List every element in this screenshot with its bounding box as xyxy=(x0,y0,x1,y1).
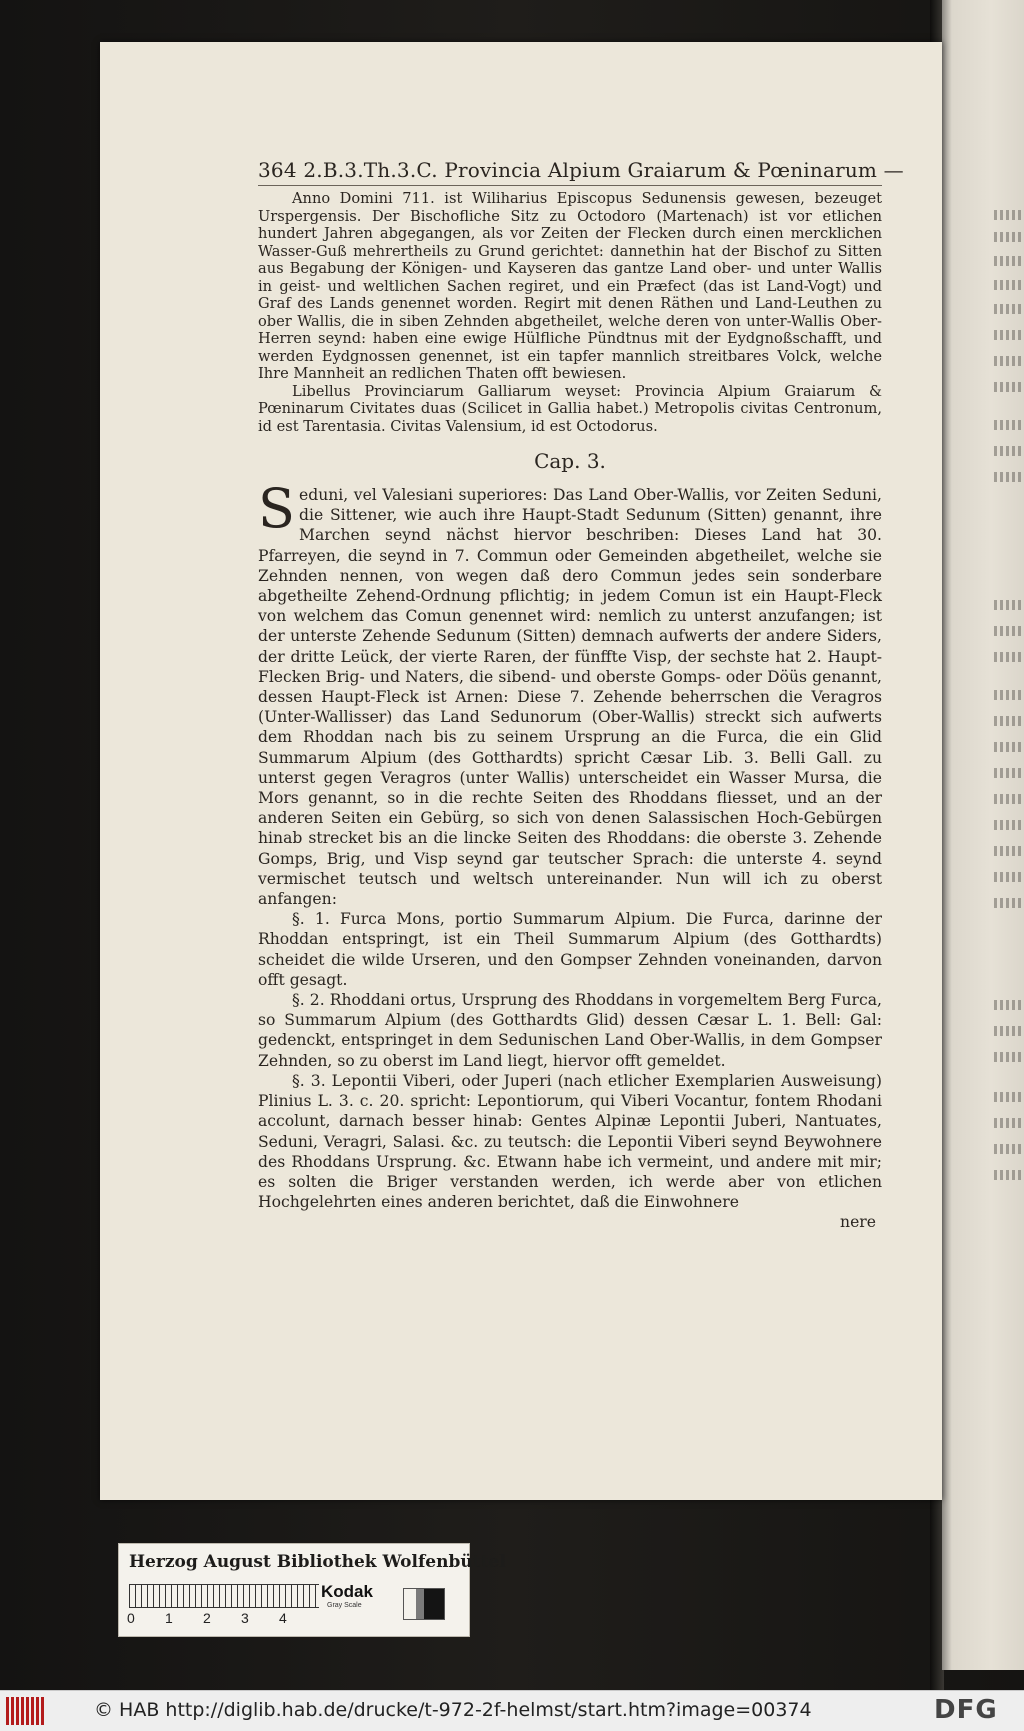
library-color-card xyxy=(118,1543,506,1637)
dfg-logo: DFG xyxy=(934,1695,998,1725)
paragraph-section-1: §. 1. Furca Mons, portio Summarum Alpium. Die Furca, darinne der Rhoddan entspringt, ist ein Theil Summarum Alpium (des Gotthardts) scheidet die wilde Urseren, und den Gompser Zehnden voneinanden, darvon offt gesagt. xyxy=(258,910,882,989)
chapter-heading: Cap. 3. xyxy=(534,449,606,473)
paragraph-seduni xyxy=(258,477,882,909)
footer-bar xyxy=(0,1690,1024,1731)
paragraph-seduni-text: eduni, vel Valesiani superiores: Das Land Ober-Wallis, vor Zeiten Seduni, die Sittener, wie auch ihre Haupt-Stadt Sedunum (Sitten) genannt, ihre Marchen seynd nächst hiervor beschriben: Dieses Land hat 30. Pfarreyen, die seynd in 7. Commun oder Gemeinden abgetheilet, welche sie Zehnden nennen, von wegen daß dero Commun jedes sein sonderbare abgetheilte Zehend-Ordnung pflichtig; in jedem Comun ist ein Haupt-Fleck von welchem das Comun genennet wird: nemlich zu unterst anzufangen; ist der unterste Zehende Sedunum (Sitten) demnach aufwerts der andere Siders, der dritte Leück, der vierte Raren, der fünffte Visp, der sechste hat 2. Haupt-Flecken Brig- und Naters, die sibend- und oberste Gomps- oder Döüs genannt, dessen Haupt-Fleck ist Arnen: Diese 7. Zehende beherrschen die Veragros (Unter-Wallisser) das Land Sedunorum (Ober-Wallis) streckt sich aufwerts dem Rhoddan nach bis zu seinem Ursprung an die Furca, die ein Glid Summarum Alpium (des Gotthardts) spricht Cæsar Lib. 3. Belli Gall. zu unterst gegen Veragros (unter Wallis) unterscheidet ein Wasser Mursa, die Mors genannt, so in die rechte Seiten des Rhoddans fliesset, und an der anderen Seiten ein Gebürg, so sich von denen Salassischen Hoch-Gebürgen hinab strecket bis an die lincke Seiten des Rhoddans: die oberste 3. Zehende Gomps, Brig, und Visp seynd gar teutscher Sprach: die unterste 4. seynd vermischet teutsch und weltsch untereinander. Nun will ich zu oberst anfangen: xyxy=(258,486,882,909)
gray-swatch xyxy=(403,1588,445,1620)
paragraph-section-3: §. 3. Lepontii Viberi, oder Juperi (nach etlicher Exemplarien Ausweisung) Plinius L. 3. c. 20. spricht: Lepontiorum, qui Viberi Vocantur, fontem Rhodani accolunt, darnach besser hinab: Gentes Alpinæ Lepontii Juberi, Nantuates, Seduni, Veragri, Salasi. &c. zu teutsch: die Lepontii Viberi seynd Beywohnere des Rhoddans Ursprung. &c. Etwann habe ich vermeint, und andere mit mir; es solten die Briger verstanden werden, ich werde aber von etlichen Hochgelehrten eines anderen berichtet, daß die Einwohnere xyxy=(258,1071,882,1212)
scale-number: 1 xyxy=(165,1610,173,1626)
scale-number: 2 xyxy=(203,1610,211,1626)
paragraph-section-2: §. 2. Rhoddani ortus, Ursprung des Rhoddans in vorgemeltem Berg Furca, so Summarum Alpium (des Gotthardts Glid) dessen Cæsar L. 1. Bell: Gal: gedenckt, entspringet in dem Sedunischen Land Ober-Wallis, in dem Gompser Zehnden, so zu oberst im Land liegt, hiervor offt gemeldet. xyxy=(258,991,882,1070)
catchword: nere xyxy=(840,1213,876,1232)
paragraph-anno-domini: Anno Domini 711. ist Wiliharius Episcopus Sedunensis gewesen, bezeuget Urspergensis. Der Bischofliche Sitz zu Octodoro (Martenach) ist vor etlichen hundert Jahren abgegangen, als vor Zeiten der Flecken durch einen mercklichen Wasser-Guß mehrertheils zu Grund gerichtet: dannethin hat der Bischof zu Sitten aus Begabung der Königen- und Kayseren das gantze Land ober- und unter Wallis in geist- und weltlichen Sachen regiret, und ein Præfect (das ist Land-Vogt) und Graf des Lands genennet worden. Regirt mit denen Räthen und Land-Leuthen zu ober Wallis, die in siben Zehnden abgetheilet, welche deren von unter-Wallis Ober-Herren seynd: haben eine ewige Hülfliche Pündtnus mit der Eydgnoßschafft, und werden Eydgnossen genennet, ist ein tapfer mannlich streitbares Volck, welche Ihre Mannheit an redlichen Thaten offt bewiesen. xyxy=(258,190,882,382)
paragraph-libellus: Libellus Provinciarum Galliarum weyset: Provincia Alpium Graiarum & Pœninarum Civitates duas (Scilicet in Gallia habet.) Metropolis civitas Centronum, id est Tarentasia. Civitas Valensium, id est Octodorus. xyxy=(258,382,882,435)
hab-logo-icon xyxy=(6,1697,44,1725)
gray-scale-label: Gray Scale xyxy=(327,1602,362,1609)
scale-numbers xyxy=(127,1610,327,1628)
library-name: Herzog August Bibliothek Wolfenbüttel xyxy=(129,1552,506,1572)
scale-number: 4 xyxy=(279,1610,287,1626)
scale-number: 0 xyxy=(127,1610,135,1626)
facing-page xyxy=(942,0,1024,1670)
kodak-logo: Kodak xyxy=(321,1582,373,1601)
scale-ruler xyxy=(129,1584,319,1608)
running-header: 364 2.B.3.Th.3.C. Provincia Alpium Graiarum & Pœninarum — xyxy=(258,158,882,186)
footer-permalink[interactable]: © HAB http://diglib.hab.de/drucke/t-972-2f-helmst/start.htm?image=00374 xyxy=(94,1699,812,1721)
page-text xyxy=(258,158,904,1232)
scale-number: 3 xyxy=(241,1610,249,1626)
drop-initial: S xyxy=(258,477,295,540)
